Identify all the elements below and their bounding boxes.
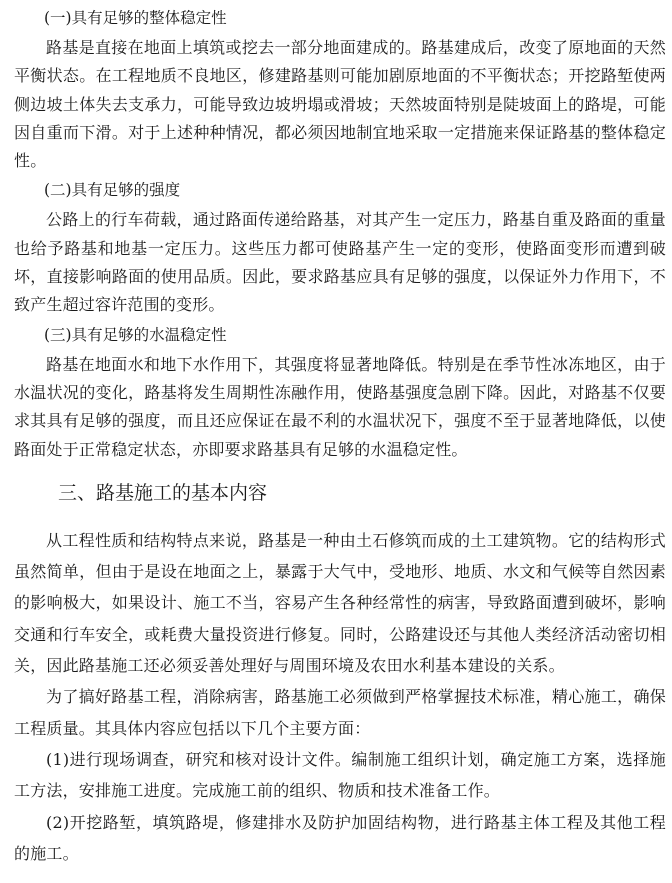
paragraph-engineering-nature: 从工程性质和结构特点来说，路基是一种由土石修筑而成的土工建筑物。它的结构形式虽然简单，但由于是设在地面之上，暴露于大气中，受地形、地质、水文和气候等自然因素的影响极大，如果设计、施工不当，容易产生各种经常性的病害，导致路面遭到破坏，影响交通和行车安全，或耗费大量投资进行修复。同时，公路建设还与其他人类经济活动密切相关，因此路基施工还必须妥善处理好与周围环境及农田水利基本建设的关系。 (14, 530, 666, 676)
document-page (14, 0, 666, 869)
paragraph-construction-requirements: 为了搞好路基工程，消除病害，路基施工必须做到严格掌握技术标准，精心施工，确保工程质量。其具体内容应包括以下几个主要方面： (14, 687, 666, 738)
paragraph-overall-stability: 路基是直接在地面上填筑或挖去一部分地面建成的。路基建成后，改变了原地面的天然平衡状态。在工程地质不良地区，修建路基则可能加剧原地面的不平衡状态；开挖路堑使两侧边坡土体失去支承力，可能导致边坡坍塌或滑坡；天然坡面特别是陡坡面上的路堤，可能因自重而下滑。对于上述种种情况，都必须因地制宜地采取一定措施来保证路基的整体稳定性。 (14, 38, 666, 171)
subheading-overall-stability: (一)具有足够的整体稳定性 (44, 9, 227, 27)
list-item-site-survey: (1)进行现场调查，研究和核对设计文件。编制施工组织计划，确定施工方案，选择施工方法，安排施工进度。完成施工前的组织、物质和技术准备工作。 (14, 749, 666, 801)
paragraph-water-temperature-stability: 路基在地面水和地下水作用下，其强度将显著地降低。特别是在季节性冰冻地区，由于水温状况的变化，路基将发生周期性冻融作用，使路基强度急剧下降。因此，对路基不仅要求其具有足够的强度，而且还应保证在最不利的水温状况下，强度不至于显著地降低，以使路面处于正常稳定状态，亦即要求路基具有足够的水温稳定性。 (14, 354, 666, 459)
section-title-construction-content: 三、路基施工的基本内容 (58, 481, 268, 504)
list-item-excavation-filling: (2)开挖路堑，填筑路堤，修建排水及防护加固结构物，进行路基主体工程及其他工程的施工。 (14, 812, 666, 863)
subheading-water-temperature-stability: (三)具有足够的水温稳定性 (44, 325, 227, 344)
paragraph-strength: 公路上的行车荷载，通过路面传递给路基，对其产生一定压力，路基自重及路面的重量也给予路基和地基一定压力。这些压力都可使路基产生一定的变形，使路面变形而遭到破坏，直接影响路面的使用品质。因此，要求路基应具有足够的强度，以保证外力作用下，不致产生超过容许范围的变形。 (14, 210, 666, 315)
subheading-strength: (二)具有足够的强度 (44, 181, 181, 200)
